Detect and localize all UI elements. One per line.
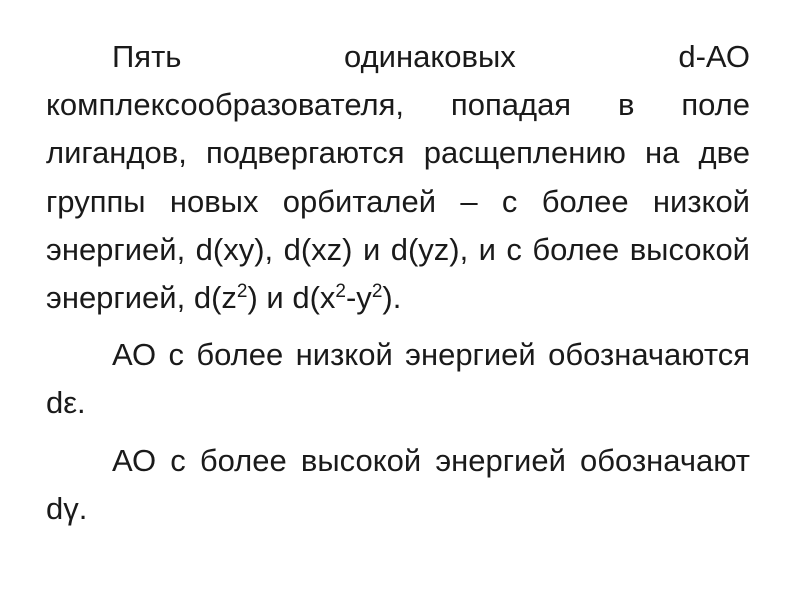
text-segment: АО с более низкой энергией обозначаются dε. [46, 337, 750, 421]
text-segment: Пять одинаковых d-АО комплексообразователя, попадая в поле лигандов, подвергаются расщеплению на две группы новых орбиталей – с более низкой энергией, d(xy), d(xz) и d(yz), и с более высокой энергией, d(z [46, 39, 750, 316]
paragraph-low-energy [46, 331, 750, 427]
superscript-2: 2 [335, 281, 346, 303]
text-segment: ) и d(x [247, 280, 336, 316]
text-segment: АО с более высокой энергией обозначают dγ. [46, 442, 750, 526]
paragraph-high-energy [46, 437, 750, 533]
paragraph-orbital-splitting [46, 33, 750, 322]
text-segment: -y [345, 280, 372, 316]
superscript-2: 2 [236, 281, 248, 303]
superscript-2: 2 [371, 281, 383, 303]
slide-text [46, 33, 750, 533]
text-segment: ). [382, 280, 402, 316]
